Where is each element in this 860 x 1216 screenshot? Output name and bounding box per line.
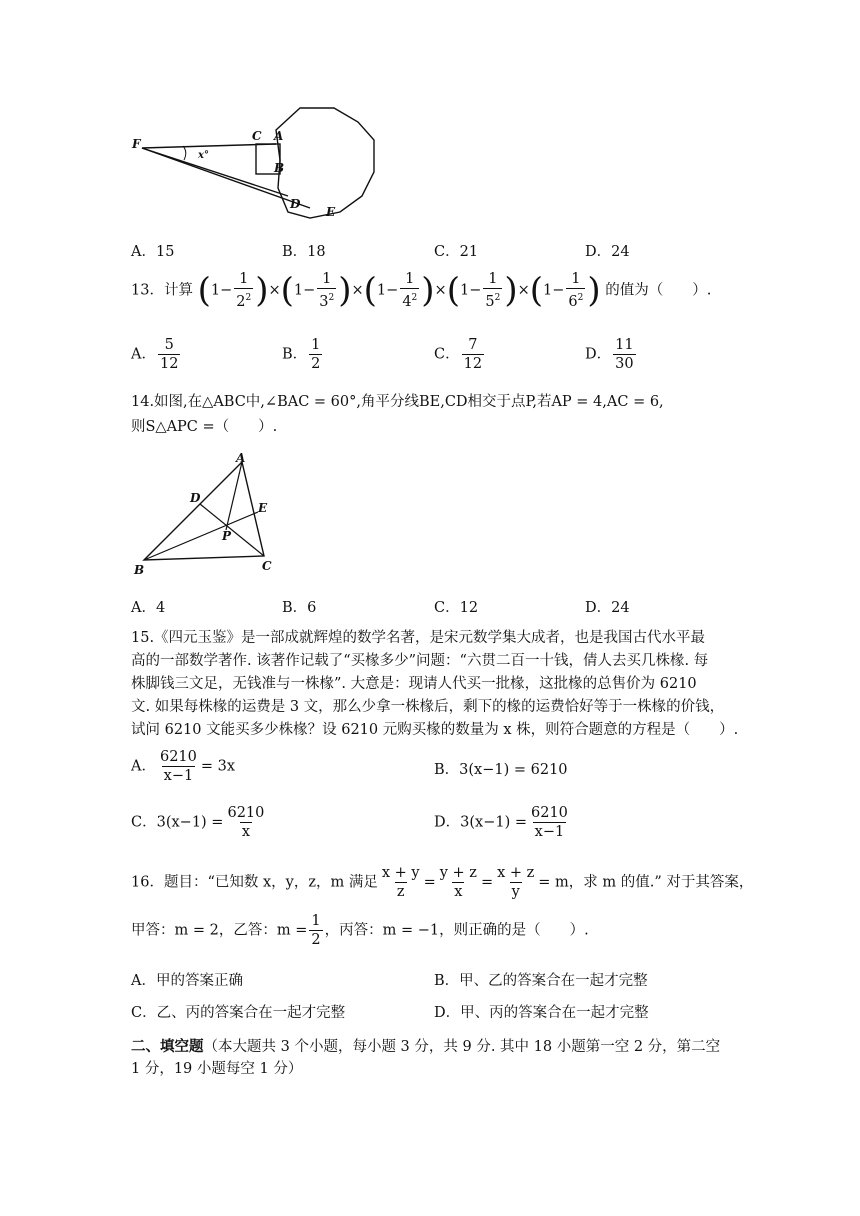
label-C: C: [252, 129, 262, 143]
label-D: D: [290, 197, 301, 211]
q13-option-a: A． $\frac{5}{12}$: [131, 337, 179, 372]
section2-desc1: （本大题共 3 个小题，每小题 3 分，共 9 分. 其中 18 小题第一空 2 分，第二空: [203, 1039, 721, 1055]
q15-option-b: B．3(x−1) = 6210: [434, 762, 568, 778]
section2-desc2: 1 分，19 小题每空 1 分）: [131, 1061, 303, 1077]
q14-option-a: A．4: [131, 600, 166, 616]
figure-q14: [130, 452, 280, 582]
q15-line1: 15.《四元玉鉴》是一部成就辉煌的数学名著，是宋元数学集大成者，也是我国古代水平最: [131, 630, 706, 646]
label-A: A: [274, 129, 284, 143]
q15-line5: 试问 6210 文能买多少株椽？设 6210 元购买椽的数量为 x 株，则符合题意的方程是（ ）.: [131, 722, 739, 738]
q15-line2: 高的一部数学著作. 该著作记载了“买椽多少”问题：“六贯二百一十钱，倩人去买几株椽. 每: [131, 653, 709, 669]
q14-option-d: D．24: [585, 600, 630, 616]
label-A: A: [236, 452, 246, 465]
q16-option-d: D．甲、丙的答案合在一起才完整: [434, 1005, 649, 1021]
label-C: C: [262, 559, 272, 573]
q13-suffix: 的值为（ ）.: [605, 282, 712, 299]
section2-heading: [131, 1035, 751, 1059]
q12-option-d: D．24: [585, 244, 630, 260]
q13-prefix: 13．计算: [131, 282, 193, 299]
q14-option-c: C．12: [434, 600, 479, 616]
q16-option-b: B．甲、乙的答案合在一起才完整: [434, 973, 648, 989]
q15-line3: 株脚钱三文足，无钱准与一株椽”. 大意是：现请人代买一批椽，这批椽的总售价为 6210: [131, 676, 697, 692]
q15-option-a: A． $\frac{6210}{x-1}$ = 3x: [131, 749, 236, 784]
label-D: D: [190, 491, 201, 505]
q15-option-c: C．3(x−1) = $\frac{6210}{x}$: [131, 805, 265, 840]
label-angle-x: x°: [198, 150, 209, 161]
section2-title: 二、填空题: [131, 1038, 204, 1055]
label-P: P: [222, 529, 232, 543]
q12-option-b: B．18: [282, 244, 326, 260]
q13-question: 13．计算 (1− $\frac{1}{2^2}$ )×(1− $\frac{1}{3^2}$ )×(1− $\frac{1}{4^2}$ )×(1− $\frac{1}{5^2}$ )×(1− $\frac{1}{6^2}$ ) 的值为（ ）.: [131, 270, 712, 311]
q16-option-a: A．甲的答案正确: [131, 973, 243, 989]
q16-line2: 甲答：m = 2，乙答：m = $\frac{1}{2}$ ，丙答：m = −1，则正确的是（ ）.: [131, 913, 589, 948]
q15-option-d: D．3(x−1) = $\frac{6210}{x-1}$: [434, 805, 568, 840]
figure-q12: [128, 100, 388, 225]
label-F: F: [132, 137, 141, 151]
label-E: E: [326, 205, 336, 219]
q14-option-b: B．6: [282, 600, 317, 616]
q13-option-b: B． $\frac{1}{2}$: [282, 337, 321, 372]
q15-line4: 文. 如果每株椽的运费是 3 文，那么少拿一株椽后，剩下的椽的运费恰好等于一株椽的价钱，: [131, 699, 725, 715]
label-B: B: [274, 161, 285, 175]
q14-line2: 则S△APC =（ ）.: [131, 419, 278, 435]
q14-line1: 14.如图,在△ABC中,∠BAC = 60°,角平分线BE,CD相交于点P,若AP = 4,AC = 6,: [131, 394, 664, 410]
q16-line1: 16．题目：“已知数 x，y，z，m 满足 $\frac{x + y}{z}$ = $\frac{y + z}{x}$ = $\frac{x + z}{y}$ = m，求 m 的值.” 对于其答案，: [131, 865, 754, 900]
label-B: B: [134, 563, 145, 577]
q12-option-a: A．15: [131, 244, 175, 260]
q13-option-d: D． $\frac{11}{30}$: [585, 337, 634, 372]
q12-option-c: C．21: [434, 244, 479, 260]
q13-option-c: C． $\frac{7}{12}$: [434, 337, 483, 372]
q16-option-c: C．乙、丙的答案合在一起才完整: [131, 1005, 346, 1021]
label-E: E: [258, 501, 268, 515]
